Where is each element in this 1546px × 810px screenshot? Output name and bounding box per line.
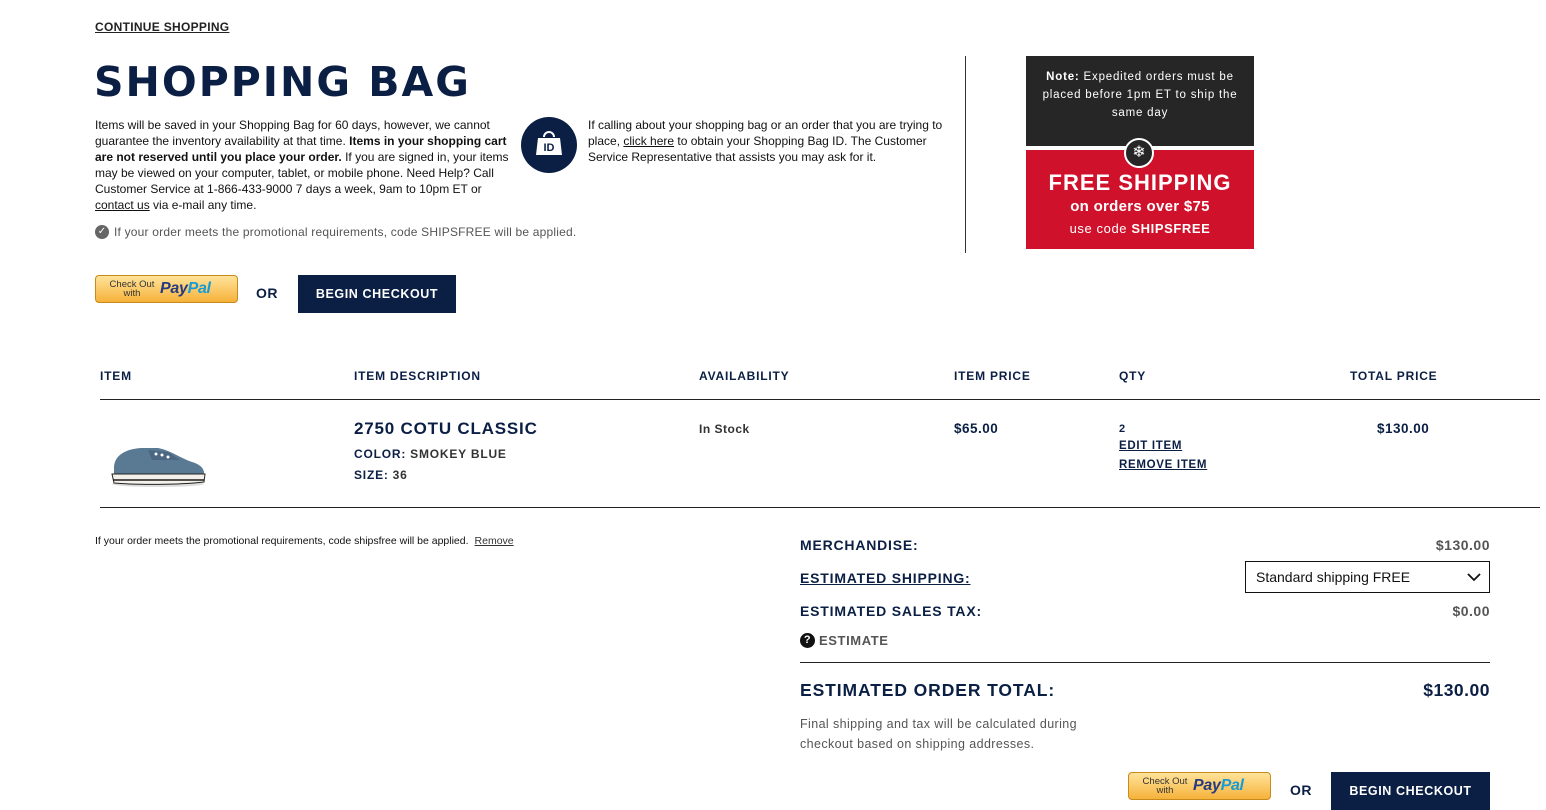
promo-applied-notice	[95, 535, 514, 547]
promo-applied-text: If your order meets the promotional requirements, code shipsfree will be applied.	[95, 535, 469, 547]
availability-status: In Stock	[699, 422, 750, 436]
note-text: Expedited orders must be placed before 1pm ET to ship the same day	[1042, 71, 1238, 119]
color-label: COLOR:	[354, 447, 407, 461]
page-title: SHOPPING BAG	[94, 58, 471, 106]
estimate-tax-link[interactable]	[800, 633, 889, 648]
code-value: SHIPSFREE	[1131, 221, 1211, 236]
promo-notice	[95, 225, 576, 239]
or-separator-bottom: OR	[1290, 782, 1312, 798]
intro-text	[95, 117, 515, 213]
free-shipping-headline: FREE SHIPPING	[1048, 170, 1232, 195]
paypal-pal-bottom: Pal	[1220, 777, 1244, 794]
click-here-link[interactable]: click here	[623, 134, 675, 148]
code-prefix: use code	[1069, 221, 1132, 236]
snowflake-icon: ❄	[1124, 138, 1154, 168]
contact-us-link[interactable]: contact us	[95, 198, 150, 212]
vertical-divider	[965, 56, 966, 253]
sales-tax-label: ESTIMATED SALES TAX:	[800, 603, 982, 619]
shipping-method-select[interactable]	[1245, 561, 1490, 593]
merchandise-label: MERCHANDISE:	[800, 537, 919, 553]
paypal-checkout-button-bottom[interactable]	[1128, 772, 1271, 800]
question-circle-icon: ?	[800, 633, 815, 648]
summary-divider	[800, 662, 1490, 663]
shopping-bag-id-icon	[521, 117, 577, 173]
col-header-total-price: TOTAL PRICE	[1350, 369, 1438, 383]
free-shipping-subline: on orders over $75	[1070, 198, 1210, 215]
estimated-shipping-link[interactable]: ESTIMATED SHIPPING:	[800, 570, 971, 586]
paypal-small-text-bottom: Check Out with	[1142, 776, 1188, 796]
promo-notice-text: If your order meets the promotional requirements, code SHIPSFREE will be applied.	[114, 225, 577, 239]
calling-p2: to obtain your Shopping Bag ID. The Customer Service Representative that assists you may ask for it.	[588, 134, 927, 164]
paypal-pal: Pal	[187, 280, 211, 297]
paypal-logo-bottom	[1193, 777, 1244, 795]
remove-item-link[interactable]: REMOVE ITEM	[1119, 459, 1208, 471]
chevron-down-icon	[1467, 570, 1481, 584]
paypal-pay-bottom: Pay	[1193, 777, 1221, 794]
paypal-checkout-button-top[interactable]	[95, 275, 238, 303]
col-header-item: ITEM	[100, 369, 132, 383]
free-shipping-code	[1026, 221, 1254, 236]
remove-promo-link[interactable]: Remove	[474, 535, 514, 547]
final-shipping-note: Final shipping and tax will be calculated during checkout based on shipping addresses.	[800, 717, 1077, 751]
paypal-logo	[160, 280, 211, 298]
col-header-description: ITEM DESCRIPTION	[354, 369, 481, 383]
product-image[interactable]	[108, 440, 208, 490]
estimate-label: ESTIMATE	[819, 633, 889, 648]
edit-item-link[interactable]: EDIT ITEM	[1119, 440, 1183, 452]
table-top-divider	[100, 399, 1540, 400]
size-value: 36	[392, 468, 408, 482]
sales-tax-value: $0.00	[1452, 603, 1490, 619]
size-label: SIZE:	[354, 468, 389, 482]
total-price: $130.00	[1377, 421, 1430, 436]
shipping-method-value: Standard shipping FREE	[1256, 569, 1411, 585]
intro-bold: Items in your shopping cart are not reserved until you place your order.	[95, 134, 507, 164]
note-label: Note:	[1046, 71, 1080, 83]
check-circle-icon: ✓	[95, 225, 109, 239]
expedited-note-banner	[1026, 56, 1254, 146]
intro-p1: Items will be saved in your Shopping Bag for 60 days, however, we cannot guarantee the inventory availability at that time.	[95, 118, 490, 148]
begin-checkout-button-bottom[interactable]: BEGIN CHECKOUT	[1331, 772, 1490, 810]
product-name[interactable]: 2750 COTU CLASSIC	[354, 419, 538, 438]
intro-p3: via e-mail any time.	[149, 198, 257, 212]
col-header-qty: QTY	[1119, 369, 1147, 383]
table-bottom-divider	[100, 507, 1540, 508]
or-separator-top: OR	[256, 285, 278, 301]
id-badge-text: ID	[543, 142, 555, 154]
intro-p2: If you are signed in, your items may be viewed on your computer, tablet, or mobile phone. Need Help? Call Customer Service at 1-866-433-9000 7 days a week, 9am to 10pm ET or	[95, 150, 509, 196]
color-value: SMOKEY BLUE	[410, 447, 507, 461]
item-price: $65.00	[954, 421, 999, 436]
order-total-value: $130.00	[1423, 680, 1490, 700]
begin-checkout-button-top[interactable]: BEGIN CHECKOUT	[298, 275, 456, 313]
product-size	[354, 468, 408, 482]
paypal-pay: Pay	[160, 280, 188, 297]
col-header-item-price: ITEM PRICE	[954, 369, 1031, 383]
continue-shopping-link[interactable]: CONTINUE SHOPPING	[95, 20, 230, 34]
product-color	[354, 447, 507, 461]
merchandise-value: $130.00	[1435, 537, 1490, 553]
order-total-label: ESTIMATED ORDER TOTAL:	[800, 680, 1056, 700]
paypal-small-text: Check Out with	[109, 279, 155, 299]
calling-p1: If calling about your shopping bag or an order that you are trying to place,	[588, 118, 943, 148]
quantity-value: 2	[1119, 423, 1126, 435]
col-header-availability: AVAILABILITY	[699, 369, 790, 383]
calling-text	[588, 117, 948, 165]
